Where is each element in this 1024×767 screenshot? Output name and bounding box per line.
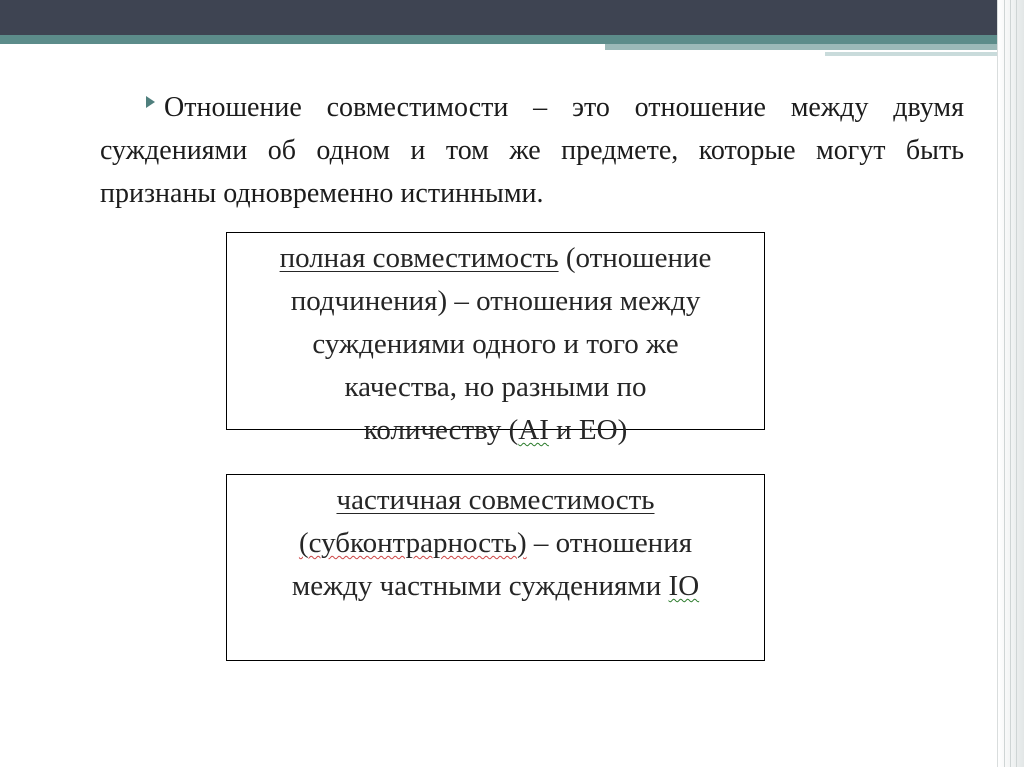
full-line-3: суждениями одного и того же [312,328,679,360]
full-line-1: полная совместимость (отношение [279,242,712,274]
full-line-4: качества, но разными по [344,371,647,403]
header-accent-rule-secondary [605,44,1024,50]
header-band [0,0,1024,35]
partial-compatibility-term: частичная совместимость [336,484,655,516]
partial-line-1 [227,479,764,522]
header-accent-rule [0,35,1024,44]
full-compatibility-term: полная совместимость [279,242,559,274]
subcontrary-term: (субконтрарность) [298,527,527,559]
judgment-code-io: IO [668,570,700,602]
partial-compatibility-box [226,474,765,661]
page-edge-decoration [997,0,1024,767]
intro-paragraph: Отношение совместимости – это отношение между двумя суждениями об одном и том же предмете, которые могут быть признаны одновременно истинными. [100,92,964,209]
partial-line-2: (субконтрарность) – отношения [298,527,693,559]
header-accent-rule-tertiary [825,52,1024,56]
full-line-2: подчинения) – отношения между [290,285,701,317]
full-compatibility-box [226,232,765,446]
judgment-code-ai: AI [518,414,549,446]
full-line-5: количеству (AI и ЕО) [363,414,628,446]
partial-line-3: между частными суждениями IO [291,570,700,602]
